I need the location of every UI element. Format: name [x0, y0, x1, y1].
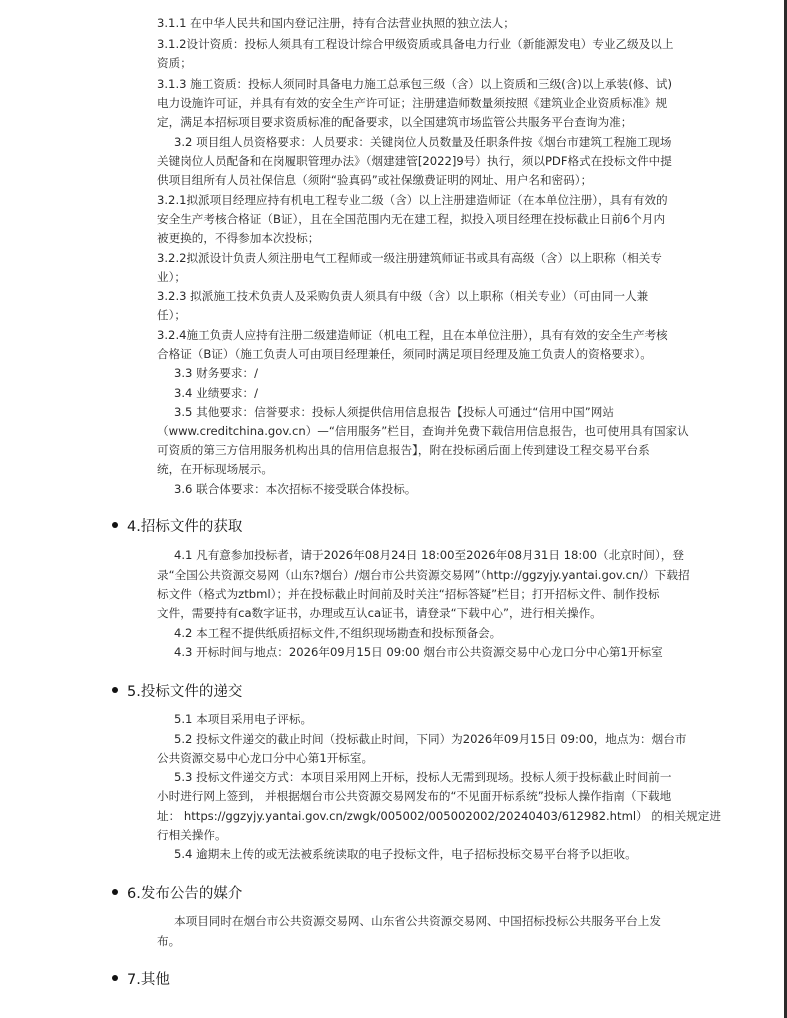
section-heading-text: 5.投标文件的递交: [127, 684, 243, 700]
text-line: 文件，需要持有ca数字证书，办理或互认ca证书，请登录“下载中心”，进行相关操作。: [157, 606, 602, 620]
text-line: （www.creditchina.gov.cn）—“信用服务”栏目，查询并免费下载信用信息报告，也可使用具有国家认: [157, 424, 689, 438]
text-line: 布。: [157, 934, 181, 948]
section-heading: [112, 682, 242, 702]
text-line: 小时进行网上签到， 并根据烟台市公共资源交易网发布的“不见面开标系统”投标人操作指南（下载地: [157, 789, 672, 803]
text-line: 3.1.1 在中华人民共和国内登记注册，持有合法营业执照的独立法人；: [157, 16, 515, 30]
text-line: 3.2 项目组人员资格要求：人员要求：关键岗位人员数量及任职条件按《烟台市建筑工程施工现场: [174, 135, 672, 149]
text-line: 3.2.1拟派项目经理应持有机电工程专业二级（含）以上注册建造师证（在本单位注册），具有有效的: [157, 193, 668, 207]
text-line: 址： https://ggzyjy.yantai.gov.cn/zwgk/005002/005002002/20240403/612982.html） 的相关规定进: [157, 809, 721, 823]
text-line: 录“全国公共资源交易网（山东?烟台）/烟台市公共资源交易网”（http://ggzyjy.yantai.gov.cn/）下载招: [157, 568, 690, 582]
section-heading-text: 4.招标文件的获取: [127, 519, 243, 535]
text-line: 3.3 财务要求：/: [174, 366, 258, 380]
section-heading: [112, 884, 242, 904]
text-line: 4.2 本工程不提供纸质招标文件,不组织现场勘查和投标预备会。: [174, 626, 502, 640]
text-line: 3.1.3 施工资质：投标人须同时具备电力施工总承包三级（含）以上资质和三级(含)以上承装(修、试): [157, 77, 673, 91]
text-line: 3.5 其他要求：信誉要求：投标人须提供信用信息报告【投标人可通过“信用中国”网站: [174, 405, 614, 419]
text-line: 5.1 本项目采用电子评标。: [174, 712, 313, 726]
section-heading-text: 6.发布公告的媒介: [127, 886, 243, 902]
text-line: 被更换的，不得参加本次投标；: [157, 231, 320, 245]
text-line: 安全生产考核合格证（B证），且在全国范围内无在建工程，拟投入项目经理在投标截止日前6个月内: [157, 212, 666, 226]
text-line: 资质；: [157, 56, 192, 70]
text-line: 电力设施许可证，并具有有效的安全生产许可证；注册建造师数量须按照《建筑业企业资质标准》规: [157, 96, 668, 110]
text-line: 3.1.2设计资质：投标人须具有工程设计综合甲级资质或具备电力行业（新能源发电）专业乙级及以上: [157, 37, 674, 51]
text-line: 任）；: [157, 308, 186, 322]
text-line: 5.2 投标文件递交的截止时间（投标截止时间，下同）为2026年09月15日 09:00，地点为：烟台市: [174, 732, 687, 746]
text-line: 供项目组所有人员社保信息（须附“验真码”或社保缴费证明的网址、用户名和密码）；: [157, 173, 593, 187]
text-line: 3.2.3 拟派施工技术负责人及采购负责人须具有中级（含）以上职称（相关专业）（可由同一人兼: [157, 289, 649, 303]
bullet-icon: [112, 522, 118, 528]
text-line: 3.2.4施工负责人应持有注册二级建造师证（机电工程，且在本单位注册），具有有效的安全生产考核: [157, 328, 668, 342]
text-line: 4.1 凡有意参加投标者，请于2026年08月24日 18:00至2026年08月31日 18:00（北京时间），登: [174, 548, 684, 562]
text-line: 关键岗位人员配备和在岗履职管理办法》（烟建建管[2022]9号）执行，须以PDF格式在投标文件中提: [157, 154, 672, 168]
bullet-icon: [112, 889, 118, 895]
text-line: 3.4 业绩要求：/: [174, 386, 258, 400]
section-heading: [112, 517, 242, 537]
text-line: 3.6 联合体要求：本次招标不接受联合体投标。: [174, 482, 417, 496]
section-heading-text: 7.其他: [127, 972, 170, 988]
text-line: 公共资源交易中心龙口分中心第1开标室。: [157, 751, 374, 765]
text-line: 5.4 逾期未上传的或无法被系统读取的电子投标文件，电子招标投标交易平台将予以拒收。: [174, 847, 637, 861]
text-line: 合格证（B证）（施工负责人可由项目经理兼任，须同时满足项目经理及施工负责人的资格要求）。: [157, 347, 652, 361]
section-heading: [112, 970, 170, 990]
text-line: 业）；: [157, 270, 186, 284]
bullet-icon: [112, 975, 118, 981]
text-line: 5.3 投标文件递交方式：本项目采用网上开标，投标人无需到现场。投标人须于投标截止时间前一: [174, 770, 672, 784]
text-line: 4.3 开标时间与地点：2026年09月15日 09:00 烟台市公共资源交易中心龙口分中心第1开标室: [174, 645, 663, 659]
text-line: 3.2.2拟派设计负责人须注册电气工程师或一级注册建筑师证书或具有高级（含）以上职称（相关专: [157, 251, 662, 265]
text-line: 本项目同时在烟台市公共资源交易网、山东省公共资源交易网、中国招标投标公共服务平台上发: [174, 914, 661, 928]
text-line: 标文件（格式为ztbml）；并在投标截止时间前及时关注“招标答疑”栏目；打开招标文件、制作投标: [157, 587, 660, 601]
text-line: 可资质的第三方信用服务机构出具的信用信息报告】，附在投标函后面上传到建设工程交易平台系: [157, 443, 650, 457]
text-line: 统，在开标现场展示。: [157, 462, 273, 476]
bullet-icon: [112, 687, 118, 693]
text-line: 定，满足本招标项目要求资质标准的配备要求，以全国建筑市场监管公共服务平台查询为准；: [157, 115, 633, 129]
text-line: 行相关操作。: [157, 828, 227, 842]
